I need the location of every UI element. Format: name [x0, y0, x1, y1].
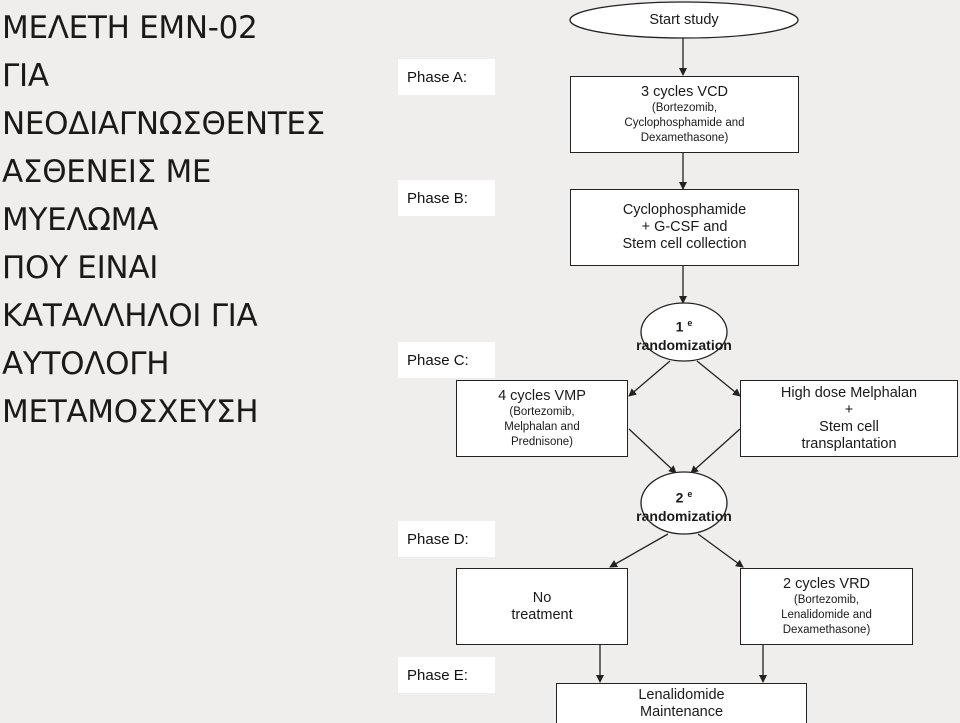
vmp-box: [456, 380, 628, 457]
vrd-line: (Bortezomib,: [793, 593, 860, 606]
randomization-1-sup: e: [687, 318, 693, 328]
phase-a-label: Phase A:: [398, 59, 495, 95]
vcd-title: 3 cycles VCD: [640, 83, 729, 100]
randomization-1-number: 1: [675, 318, 684, 335]
randomization-2-label: [610, 485, 758, 525]
vrd-line: Dexamethasone): [782, 623, 871, 636]
arrow-rand1-to-vmp: [629, 361, 670, 396]
vcd-box: [570, 76, 799, 153]
no-treatment-line: treatment: [511, 606, 573, 623]
vmp-line: Melphalan and: [504, 420, 580, 433]
title-line: ΑΣΘΕΝΕΙΣ ΜΕ: [2, 154, 212, 190]
no-treatment-line: No: [532, 589, 552, 606]
hdm-line: High dose Melphalan: [780, 384, 918, 401]
randomization-2-number: 2: [675, 489, 684, 506]
hdm-line: transplantation: [801, 435, 897, 452]
title-line: ΝΕΟΔΙΑΓΝΩΣΘΕΝΤΕΣ: [2, 106, 325, 142]
arrow-hdm-to-rand2: [691, 429, 740, 473]
phase-b-label: Phase B:: [398, 180, 495, 216]
vrd-line: Lenalidomide and: [781, 608, 872, 621]
vrd-box: [740, 568, 913, 645]
vmp-line: Prednisone): [510, 435, 573, 448]
collection-line: Cyclophosphamide: [622, 202, 747, 218]
arrow-vmp-to-rand2: [629, 429, 676, 473]
hdm-line: Stem cell: [819, 418, 879, 435]
collection-line: Stem cell collection: [622, 236, 747, 252]
phase-e-label: Phase E:: [398, 657, 495, 693]
title-line: ΜΥΕΛΩΜΑ: [2, 202, 159, 238]
vmp-line: (Bortezomib,: [509, 405, 575, 418]
title-line: ΜΕΛΕΤΗ ΕΜΝ-02: [2, 10, 258, 46]
phase-d-label: Phase D:: [398, 521, 495, 557]
title-line: ΓΙΑ: [2, 58, 49, 94]
randomization-2-sup: e: [687, 489, 693, 499]
maintenance-line: Lenalidomide: [638, 686, 725, 703]
lenalidomide-maintenance-box: [556, 683, 807, 723]
high-dose-melphalan-box: [740, 380, 958, 457]
no-treatment-box: [456, 568, 628, 645]
arrow-rand2-to-vrd: [698, 534, 743, 567]
start-study-label: Start study: [649, 12, 719, 28]
vcd-line: Cyclophosphamide and: [624, 116, 745, 129]
vrd-title: 2 cycles VRD: [782, 575, 871, 592]
title-line: ΜΕΤΑΜΟΣΧΕΥΣΗ: [2, 394, 259, 430]
randomization-1-label: [610, 314, 758, 354]
stem-cell-collection-box: [570, 189, 799, 266]
hdm-line: +: [844, 401, 854, 418]
vcd-line: Dexamethasone): [640, 131, 729, 144]
title-line: ΠΟΥ ΕΙΝΑΙ: [2, 250, 159, 286]
collection-line: + G-CSF and: [641, 219, 728, 235]
arrow-rand1-to-hdm: [697, 361, 740, 396]
arrow-rand2-to-none: [610, 534, 668, 567]
phase-c-label: Phase C:: [398, 342, 495, 378]
title-line: ΚΑΤΑΛΛΗΛΟΙ ΓΙΑ: [2, 298, 258, 334]
title-line: ΑΥΤΟΛΟΓΗ: [2, 346, 170, 382]
vcd-line: (Bortezomib,: [651, 101, 718, 114]
randomization-2-text: randomization: [636, 507, 732, 524]
randomization-1-text: randomization: [636, 336, 732, 353]
vmp-title: 4 cycles VMP: [498, 387, 586, 404]
maintenance-line: Maintenance: [639, 703, 724, 720]
